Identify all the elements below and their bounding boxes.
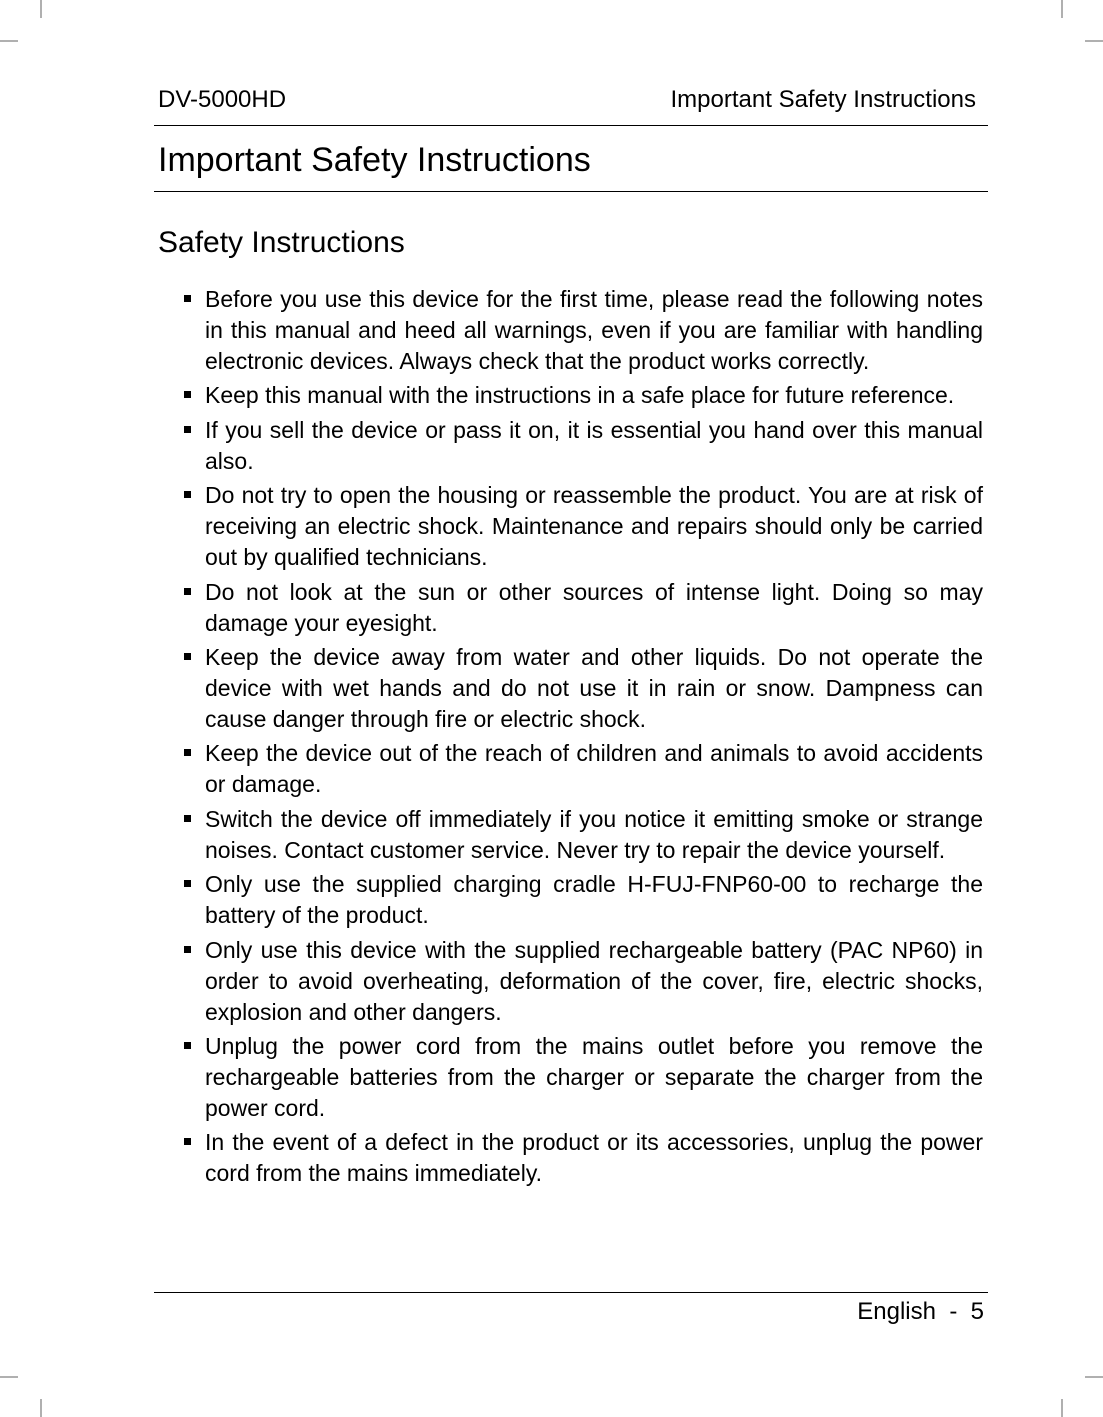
crop-mark [0, 1376, 18, 1378]
list-item-text: Keep the device out of the reach of children and animals to avoid accidents or damage. [205, 740, 983, 798]
list-item [205, 869, 983, 931]
square-bullet-icon [184, 588, 191, 595]
model-name: DV-5000HD [158, 86, 287, 113]
list-item [205, 284, 983, 377]
list-item-text: Keep the device away from water and other liquids. Do not operate the device with wet hands and do not use it in rain or snow. Dampness can cause danger through fire or electric shock. [205, 643, 983, 732]
list-item-text: Only use the supplied charging cradle H-FUJ-FNP60-00 to recharge the battery of the product. [205, 871, 983, 929]
list-item [205, 577, 983, 639]
list-item-text: Unplug the power cord from the mains outlet before you remove the rechargeable batteries from the charger or separate the charger from the power cord. [205, 1032, 983, 1121]
chapter-title: Important Safety Instructions [158, 141, 591, 179]
square-bullet-icon [184, 295, 191, 302]
square-bullet-icon [184, 491, 191, 498]
running-title: Important Safety Instructions [670, 86, 976, 113]
list-item-text: Only use this device with the supplied rechargeable battery (PAC NP60) in order to avoid overheating, deformation of the cover, fire, electric shocks, explosion and other dangers. [205, 936, 983, 1025]
chapter-rule [154, 191, 988, 192]
running-header [158, 86, 976, 120]
square-bullet-icon [184, 1042, 191, 1049]
list-item-text: Do not try to open the housing or reassemble the product. You are at risk of receiving an electric shock. Maintenance and repairs should only be carried out by qualified technicians. [205, 482, 983, 571]
list-item [205, 1031, 983, 1124]
square-bullet-icon [184, 391, 191, 398]
square-bullet-icon [184, 1138, 191, 1145]
crop-mark [1085, 1376, 1103, 1378]
list-item [205, 380, 983, 411]
section-title: Safety Instructions [158, 226, 405, 259]
list-item [205, 642, 983, 735]
list-item [205, 1127, 983, 1189]
square-bullet-icon [184, 946, 191, 953]
list-item-text: Keep this manual with the instructions in a safe place for future reference. [205, 382, 955, 409]
square-bullet-icon [184, 426, 191, 433]
square-bullet-icon [184, 815, 191, 822]
header-rule [154, 125, 988, 126]
list-item-text: If you sell the device or pass it on, it is essential you hand over this manual also. [205, 416, 983, 474]
list-item-text: In the event of a defect in the product or its accessories, unplug the power cord from the mains immediately. [205, 1129, 983, 1187]
crop-mark [1061, 1399, 1063, 1417]
list-item [205, 804, 983, 866]
crop-mark [1061, 0, 1063, 18]
crop-mark [40, 1399, 42, 1417]
list-item-text: Switch the device off immediately if you notice it emitting smoke or strange noises. Contact customer service. Never try to repair the device yourself. [205, 805, 983, 863]
crop-mark [0, 40, 18, 42]
list-item [205, 935, 983, 1028]
list-item [205, 415, 983, 477]
square-bullet-icon [184, 749, 191, 756]
page-number: English - 5 [857, 1298, 984, 1325]
square-bullet-icon [184, 653, 191, 660]
list-item-text: Before you use this device for the first time, please read the following notes in this manual and heed all warnings, even if you are familiar with handling electronic devices. Always check that the product works correctly. [205, 286, 983, 374]
square-bullet-icon [184, 880, 191, 887]
crop-mark [1085, 40, 1103, 42]
list-item [205, 738, 983, 800]
footer-rule [154, 1292, 988, 1293]
safety-instructions-list [205, 284, 983, 1193]
list-item [205, 480, 983, 573]
crop-mark [40, 0, 42, 18]
list-item-text: Do not look at the sun or other sources of intense light. Doing so may damage your eyesight. [205, 578, 983, 636]
